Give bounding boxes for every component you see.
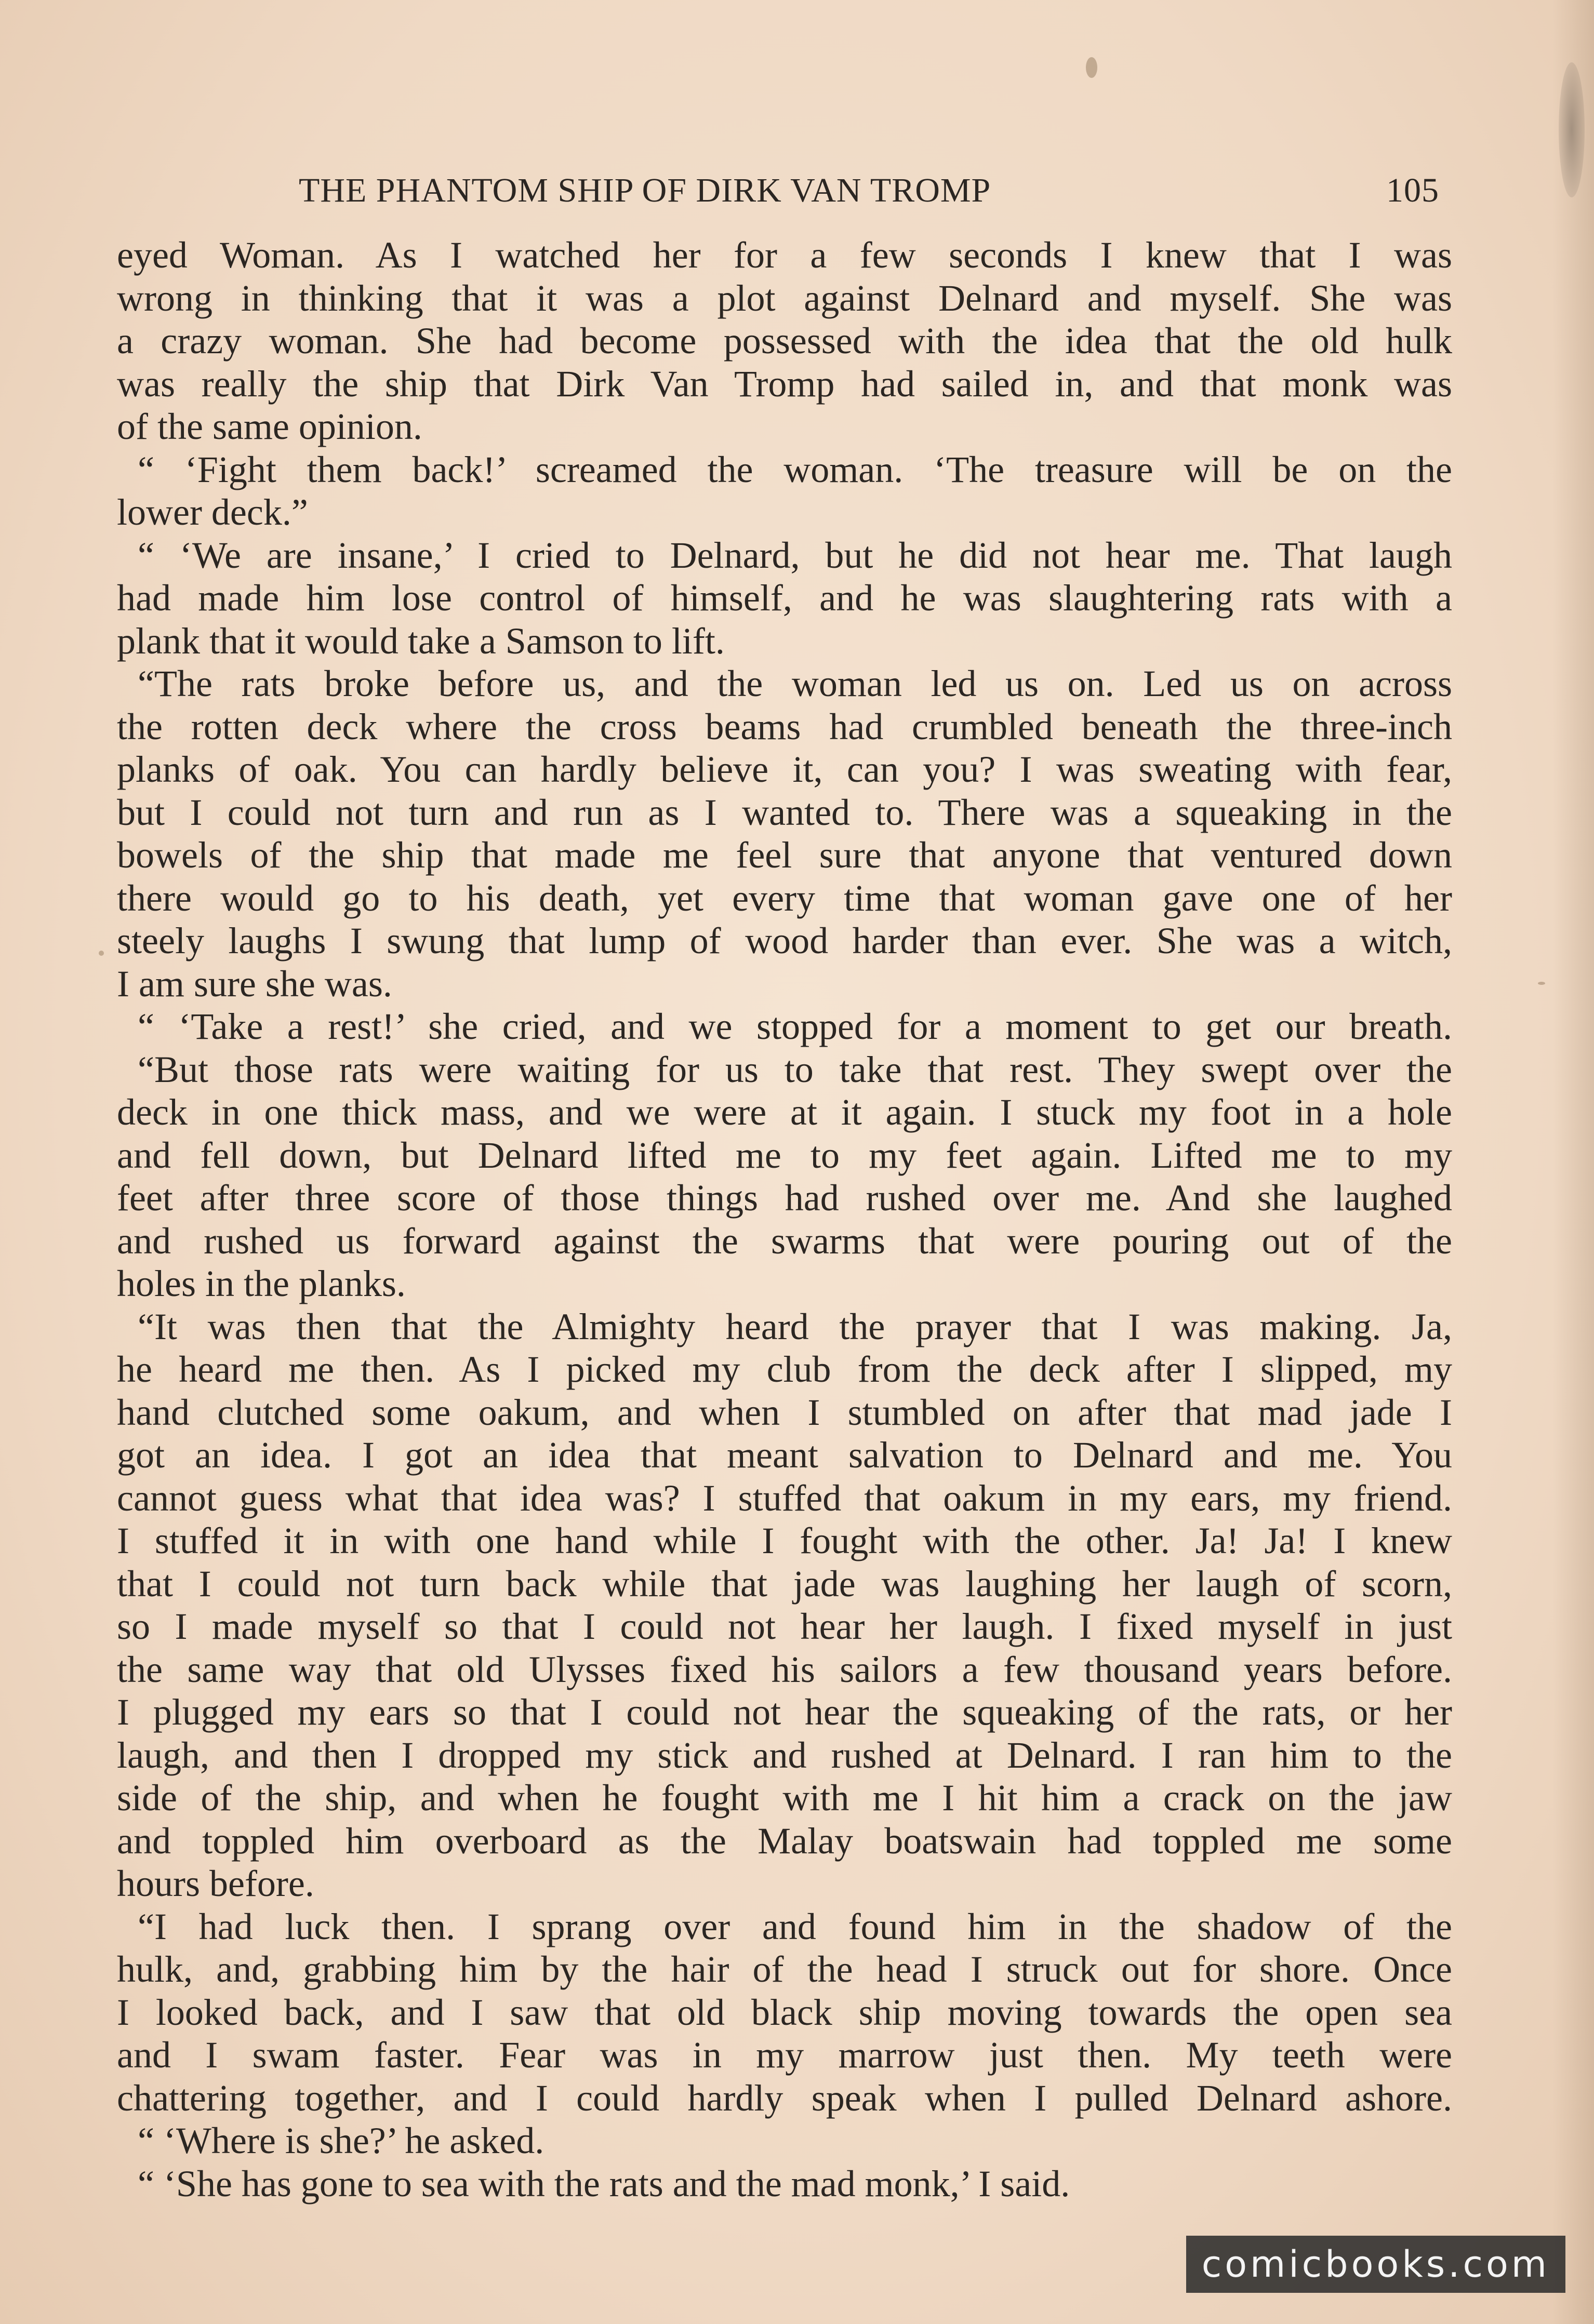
text-line: eyed Woman. As I watched her for a few seconds I knew that I was [117, 234, 1452, 276]
paper-speck [1538, 982, 1545, 985]
text-line: got an idea. I got an idea that meant salvation to Delnard and me. You [117, 1434, 1452, 1476]
text-line: steely laughs I swung that lump of wood harder than ever. She was a witch, [117, 920, 1452, 961]
text-line: “It was then that the Almighty heard the prayer that I was making. Ja, [138, 1305, 1452, 1347]
body-text [117, 234, 1452, 2205]
page-header [299, 167, 1439, 214]
text-line: I stuffed it in with one hand while I fought with the other. Ja! Ja! I knew [117, 1520, 1452, 1561]
paper-speck [1086, 57, 1097, 78]
text-line: plank that it would take a Samson to lift. [117, 620, 725, 662]
text-line: laugh, and then I dropped my stick and rushed at Delnard. I ran him to the [117, 1734, 1452, 1776]
text-line: “I had luck then. I sprang over and found him in the shadow of the [138, 1905, 1452, 1947]
text-line: and fell down, but Delnard lifted me to my feet again. Lifted me to my [117, 1134, 1452, 1176]
text-line: a crazy woman. She had become possessed with the idea that the old hulk [117, 320, 1452, 362]
text-line: and toppled him overboard as the Malay boatswain had toppled me some [117, 1820, 1452, 1862]
text-line: and I swam faster. Fear was in my marrow just then. My teeth were [117, 2034, 1452, 2076]
text-line: I am sure she was. [117, 963, 392, 1005]
text-line: I looked back, and I saw that old black ship moving towards the open sea [117, 1991, 1452, 2033]
text-line: side of the ship, and when he fought with me I hit him a crack on the jaw [117, 1777, 1452, 1819]
text-line: and rushed us forward against the swarms that were pouring out of the [117, 1220, 1452, 1262]
text-line: holes in the planks. [117, 1263, 406, 1304]
text-line: bowels of the ship that made me feel sure that anyone that ventured down [117, 834, 1452, 876]
text-line: “ ‘We are insane,’ I cried to Delnard, but he did not hear me. That laugh [138, 534, 1452, 576]
page-edge-shadow [1552, 0, 1594, 2324]
text-line: chattering together, and I could hardly speak when I pulled Delnard ashore. [117, 2077, 1452, 2119]
text-line: I plugged my ears so that I could not hear the squeaking of the rats, or her [117, 1691, 1452, 1733]
paper-stain [1559, 62, 1585, 197]
text-line: that I could not turn back while that jade was laughing her laugh of scorn, [117, 1562, 1452, 1605]
text-line: of the same opinion. [117, 406, 422, 447]
text-line: the same way that old Ulysses fixed his sailors a few thousand years before. [117, 1648, 1452, 1690]
text-line: so I made myself so that I could not hear her laugh. I fixed myself in just [117, 1606, 1452, 1647]
text-line: wrong in thinking that it was a plot against Delnard and myself. She was [117, 277, 1452, 319]
text-line: cannot guess what that idea was? I stuffed that oakum in my ears, my friend. [117, 1477, 1452, 1519]
text-line: “But those rats were waiting for us to take that rest. They swept over the [138, 1048, 1452, 1090]
text-line: feet after three score of those things had rushed over me. And she laughed [117, 1177, 1452, 1219]
text-line: deck in one thick mass, and we were at it again. I stuck my foot in a hole [117, 1091, 1452, 1133]
text-line: hand clutched some oakum, and when I stumbled on after that mad jade I [117, 1391, 1452, 1433]
text-line: but I could not turn and run as I wanted to. There was a squeaking in the [117, 791, 1452, 833]
site-watermark: comicbooks.com [1186, 2236, 1565, 2293]
text-line: hulk, and, grabbing him by the hair of the head I struck out for shore. Once [117, 1948, 1452, 1990]
text-line: was really the ship that Dirk Van Tromp had sailed in, and that monk was [117, 363, 1452, 405]
page-number: 105 [1386, 171, 1439, 209]
text-line: “The rats broke before us, and the woman led us on. Led us on across [138, 663, 1452, 704]
text-line: the rotten deck where the cross beams had crumbled beneath the three-inch [117, 705, 1452, 747]
text-line: “ ‘Take a rest!’ she cried, and we stopped for a moment to get our breath. [138, 1006, 1452, 1047]
running-title: THE PHANTOM SHIP OF DIRK VAN TROMP [299, 171, 991, 209]
text-line: had made him lose control of himself, and he was slaughtering rats with a [117, 577, 1452, 619]
text-line: hours before. [117, 1863, 314, 1904]
text-line: he heard me then. As I picked my club from the deck after I slipped, my [117, 1348, 1452, 1390]
text-line: planks of oak. You can hardly believe it, can you? I was sweating with fear, [117, 749, 1452, 790]
text-line: lower deck.” [117, 491, 308, 533]
text-line: there would go to his death, yet every time that woman gave one of her [117, 877, 1452, 919]
paper-speck [99, 951, 104, 956]
text-line: “ ‘She has gone to sea with the rats and the mad monk,’ I said. [138, 2162, 1070, 2205]
text-line: “ ‘Where is she?’ he asked. [138, 2120, 544, 2161]
text-line: “ ‘Fight them back!’ screamed the woman. ‘The treasure will be on the [138, 448, 1452, 490]
